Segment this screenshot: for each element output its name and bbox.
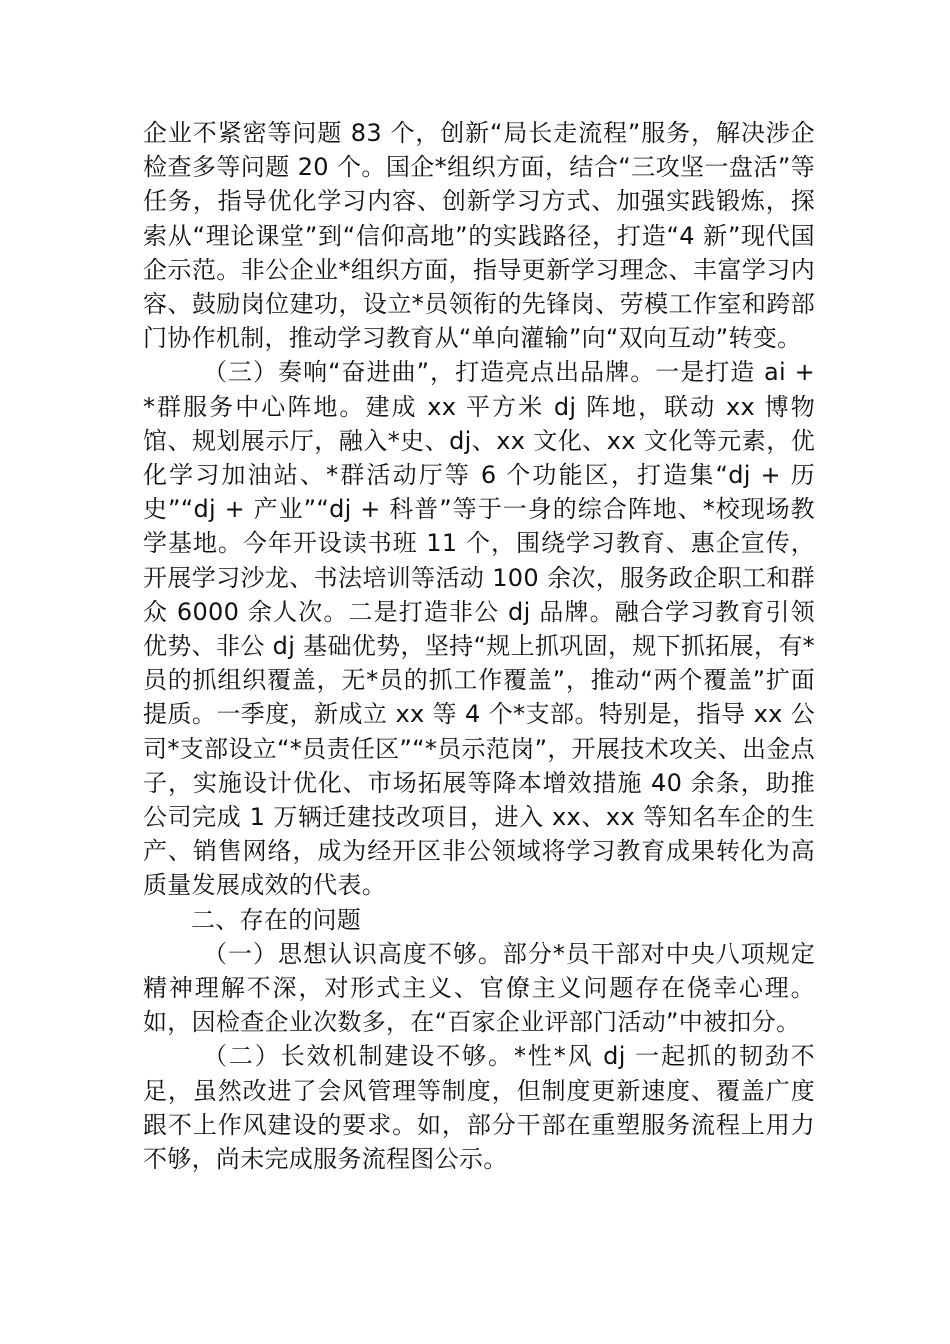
- paragraph-section-three: （三）奏响“奋进曲”，打造亮点出品牌。一是打造 ai + *群服务中心阵地。建成 xx 平方米 dj 阵地，联动 xx 博物馆、规划展示厅，融入*史、dj、xx 文化、xx 文化等元素，优化学习加油站、*群活动厅等 6 个功能区，打造集“dj + 历史”“dj + 产业”“dj + 科普”等于一身的综合阵地、*校现场教学基地。今年开设读书班 11 个，围绕学习教育、惠企宣传，开展学习沙龙、书法培训等活动 100 余次，服务政企职工和群众 6000 余人次。二是打造非公 dj 品牌。融合学习教育引领优势、非公 dj 基础优势，坚持“规上抓巩固，规下抓拓展，有*员的抓组织覆盖，无*员的抓工作覆盖”，推动“两个覆盖”扩面提质。一季度，新成立 xx 等 4 个*支部。特别是，指导 xx 公司*支部设立“*员责任区”“*员示范岗”，开展技术攻关、出金点子，实施设计优化、市场拓展等降本增效措施 40 余条，助推公司完成 1 万辆迁建技改项目，进入 xx、xx 等知名车企的生产、销售网络，成为经开区非公领域将学习教育成果转化为高质量发展成效的代表。: [143, 358, 815, 900]
- document-body: [143, 116, 815, 1176]
- paragraph-problem-two: （二）长效机制建设不够。*性*风 dj 一起抓的韧劲不足，虽然改进了会风管理等制度，但制度更新速度、覆盖广度跟不上作风建设的要求。如，部分干部在重塑服务流程上用力不够，尚未完成服务流程图公示。: [143, 1042, 815, 1174]
- section-heading-problems: 二、存在的问题: [191, 905, 362, 934]
- paragraph-problem-one: （一）思想认识高度不够。部分*员干部对中央八项规定精神理解不深，对形式主义、官僚主义问题存在侥幸心理。如，因检查企业次数多，在“百家企业评部门活动”中被扣分。: [143, 939, 815, 1037]
- paragraph-continuation: 企业不紧密等问题 83 个，创新“局长走流程”服务，解决涉企检查多等问题 20 个。国企*组织方面，结合“三攻坚一盘活”等任务，指导优化学习内容、创新学习方式、加强实践锻炼，探索从“理论课堂”到“信仰高地”的实践路径，打造“4 新”现代国企示范。非公企业*组织方面，指导更新学习理念、丰富学习内容、鼓励岗位建功，设立*员领衔的先锋岗、劳模工作室和跨部门协作机制，推动学习教育从“单向灌输”向“双向互动”转变。: [143, 119, 815, 353]
